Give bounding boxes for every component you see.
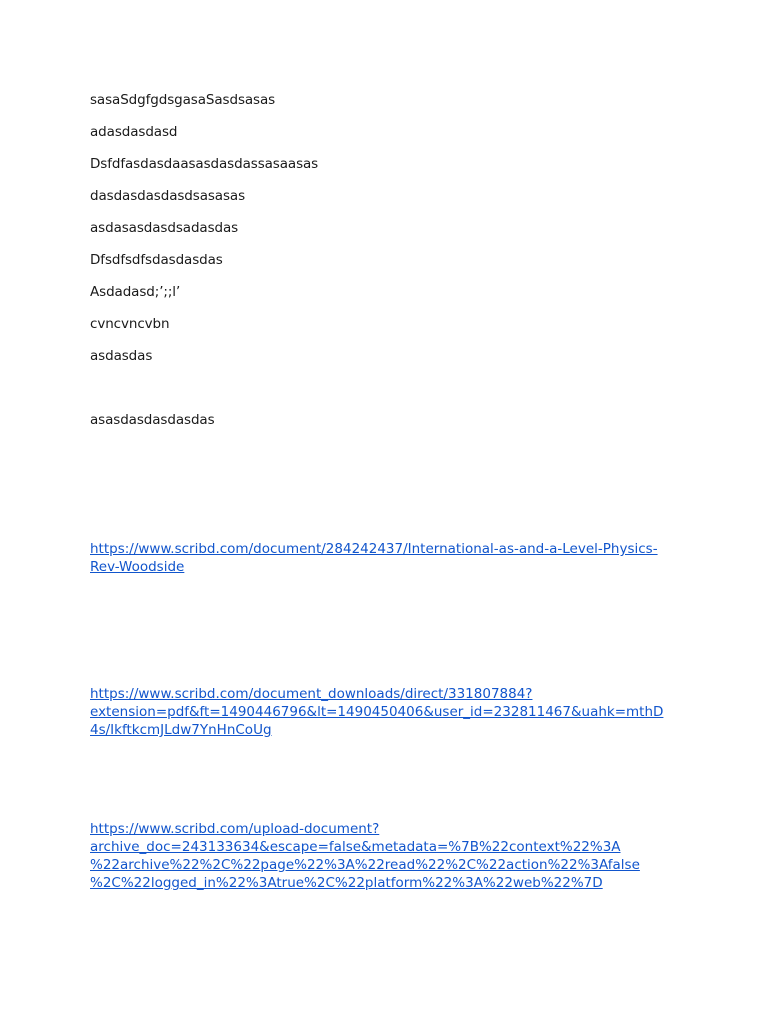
text-line-2: adasdasdasd	[90, 124, 178, 140]
text-line-4: dasdasdasdasdsasasas	[90, 188, 246, 204]
text-line-10: asasdasdasdasdas	[90, 412, 215, 428]
text-line-3: Dsfdfasdasdaasasdasdassasaasas	[90, 156, 319, 172]
link-line: extension=pdf&ft=1490446796&lt=1490450406&user_id=232811467&uahk=mthD	[90, 704, 664, 720]
scribd-upload-link[interactable]	[90, 820, 690, 892]
link-line: https://www.scribd.com/document_downloads/direct/331807884?	[90, 686, 533, 702]
link-line: archive_doc=243133634&escape=false&metadata=%7B%22context%22%3A	[90, 839, 621, 855]
text-line-7: Asdadasd;’;;l’	[90, 284, 181, 300]
link-line: https://www.scribd.com/upload-document?	[90, 821, 380, 837]
text-line-5: asdasasdasdsadasdas	[90, 220, 239, 236]
link-line: 4s/IkftkcmJLdw7YnHnCoUg	[90, 722, 272, 738]
text-line-6: Dfsdfsdfsdasdasdas	[90, 252, 223, 268]
link-line: Rev-Woodside	[90, 559, 185, 575]
link-line: https://www.scribd.com/document/284242437/International-as-and-a-Level-Physics-	[90, 541, 658, 557]
link-line: %2C%22logged_in%22%3Atrue%2C%22platform%22%3A%22web%22%7D	[90, 875, 603, 891]
text-line-8: cvncvncvbn	[90, 316, 170, 332]
scribd-physics-link[interactable]	[90, 540, 690, 576]
text-line-9: asdasdas	[90, 348, 153, 364]
scribd-download-link[interactable]	[90, 685, 690, 739]
link-line: %22archive%22%2C%22page%22%3A%22read%22%2C%22action%22%3Afalse	[90, 857, 640, 873]
text-line-1: sasaSdgfgdsgasaSasdsasas	[90, 92, 276, 108]
